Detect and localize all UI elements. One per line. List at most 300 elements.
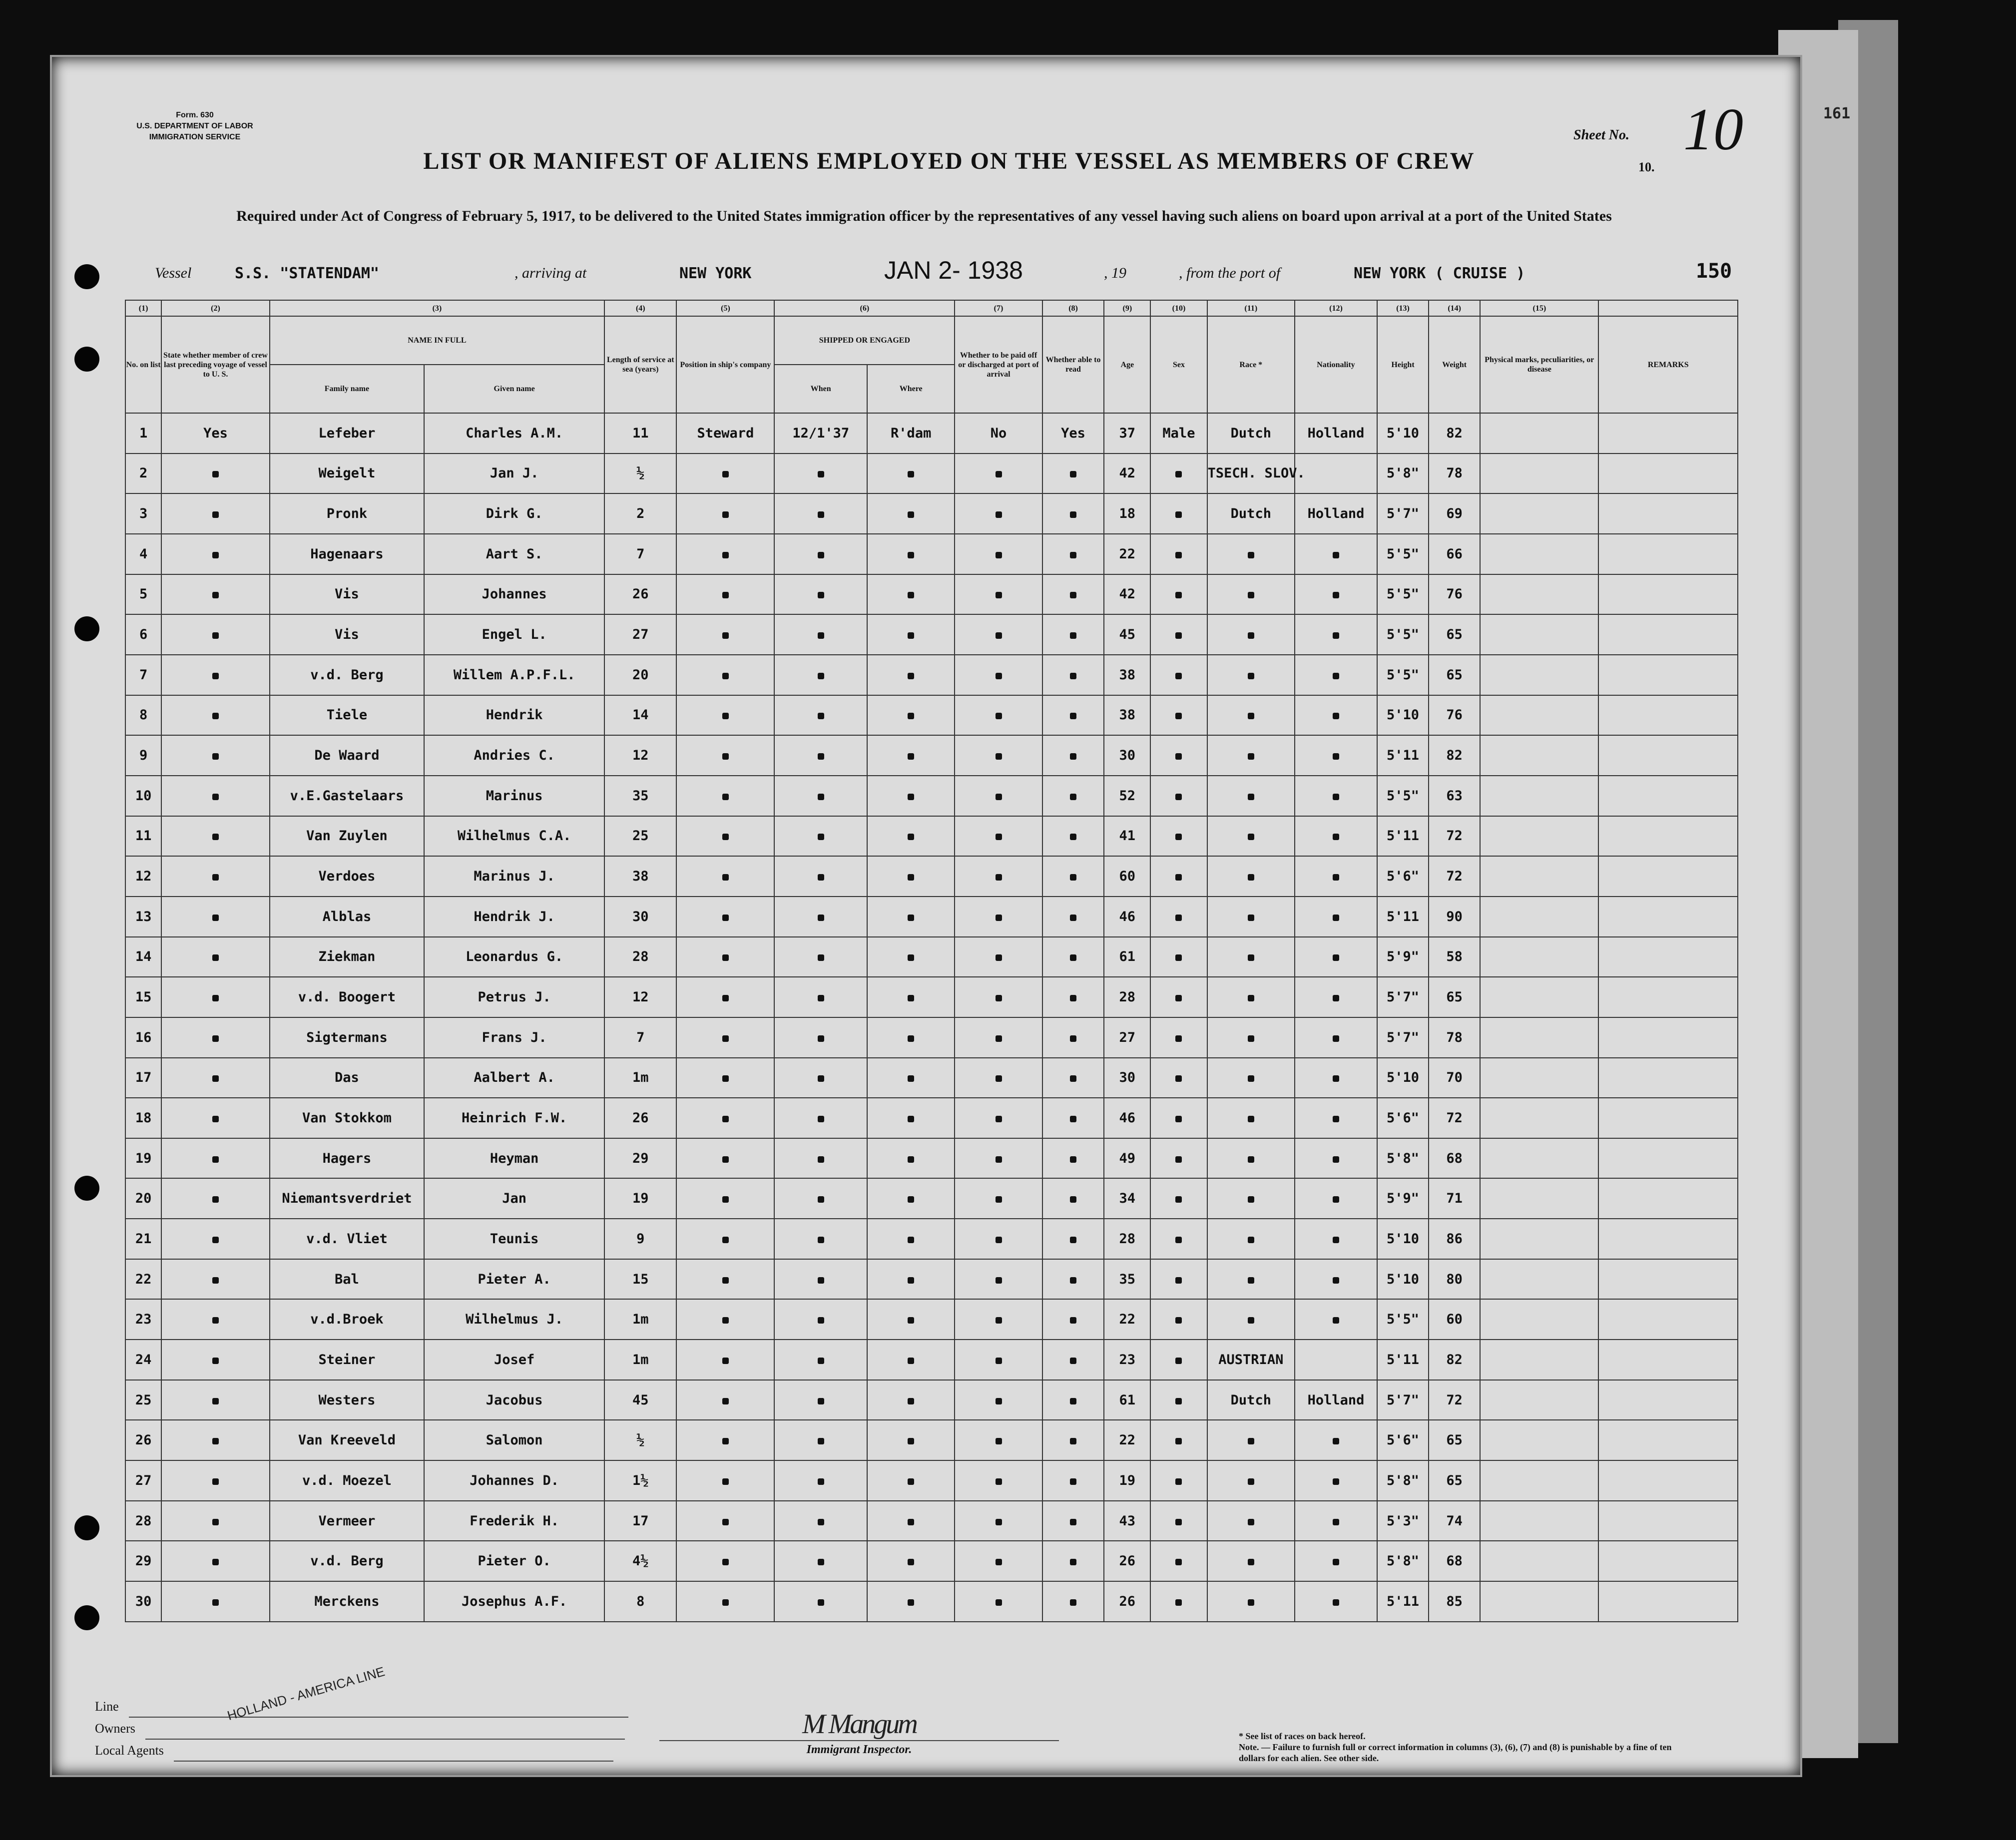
cell-race (1207, 695, 1295, 736)
ditto-mark (996, 1156, 1002, 1163)
cell-nationality (1295, 1219, 1377, 1259)
ditto-mark (818, 753, 824, 760)
cell-race: Dutch (1207, 1380, 1295, 1420)
cell-age: 18 (1104, 493, 1150, 534)
cell-physical (1480, 1219, 1598, 1259)
cell-sex (1150, 1460, 1207, 1501)
cell-physical (1480, 735, 1598, 776)
cell-age: 27 (1104, 1017, 1150, 1058)
cell-height: 5'5" (1377, 574, 1429, 615)
ditto-mark (818, 511, 824, 518)
ditto-mark (212, 1277, 219, 1284)
cell-read (1042, 1259, 1104, 1300)
cell-read (1042, 856, 1104, 897)
ditto-mark (1070, 874, 1076, 881)
cell-remarks (1598, 1541, 1738, 1581)
cell-weight: 86 (1429, 1219, 1480, 1259)
cell-age: 30 (1104, 735, 1150, 776)
cell-when (774, 1219, 867, 1259)
table-row (125, 816, 1738, 857)
cell-weight: 82 (1429, 735, 1480, 776)
punch-hole (74, 1515, 99, 1540)
cell-race (1207, 655, 1295, 695)
cell-service: 2 (604, 493, 676, 534)
page-subtitle: Required under Act of Congress of February 5, 1917, to be delivered to the United States immigration officer by the representatives of any vessel having such aliens on board upon arrival at a port of the United States (236, 208, 1612, 224)
cell-when: 12/1'37 (774, 413, 867, 454)
ditto-mark (1070, 995, 1076, 1001)
cell-nationality: Holland (1295, 493, 1377, 534)
cell-race (1207, 897, 1295, 937)
cell-paid (955, 1098, 1042, 1138)
cell-weight: 72 (1429, 856, 1480, 897)
table-row (125, 1460, 1738, 1501)
cell-family: Vermeer (270, 1501, 424, 1541)
ditto-mark (722, 713, 729, 719)
cell-physical (1480, 977, 1598, 1017)
cell-when (774, 1058, 867, 1098)
table-row (125, 1299, 1738, 1340)
cell-race (1207, 977, 1295, 1017)
ditto-mark (1333, 794, 1339, 800)
cell-remarks (1598, 937, 1738, 977)
ditto-mark (996, 753, 1002, 760)
cell-paid (955, 614, 1042, 655)
ditto-mark (1333, 1599, 1339, 1606)
cell-given: Wilhelmus C.A. (424, 816, 604, 857)
ditto-mark (996, 1519, 1002, 1525)
cell-state (161, 1299, 270, 1340)
cell-sex (1150, 1340, 1207, 1380)
ditto-mark (818, 1116, 824, 1122)
cell-service: 12 (604, 977, 676, 1017)
cell-state (161, 1380, 270, 1420)
cell-read (1042, 977, 1104, 1017)
ditto-mark (908, 1398, 914, 1404)
ditto-mark (818, 1237, 824, 1243)
ditto-mark (996, 673, 1002, 679)
ditto-mark (212, 1519, 219, 1525)
col-num: (10) (1150, 300, 1207, 316)
table-row (125, 454, 1738, 494)
ditto-mark (212, 1035, 219, 1042)
header-where: Where (867, 365, 955, 413)
ditto-mark (1248, 954, 1254, 961)
cell-height: 5'3" (1377, 1501, 1429, 1541)
ditto-mark (1070, 713, 1076, 719)
cell-physical (1480, 1340, 1598, 1380)
cell-remarks (1598, 1420, 1738, 1460)
cell-nationality (1295, 735, 1377, 776)
cell-state (161, 977, 270, 1017)
cell-read (1042, 1460, 1104, 1501)
cell-weight: 78 (1429, 454, 1480, 494)
cell-given: Dirk G. (424, 493, 604, 534)
ditto-mark (908, 592, 914, 598)
cell-nationality (1295, 695, 1377, 736)
cell-paid (955, 1541, 1042, 1581)
cell-no: 30 (125, 1581, 161, 1622)
cell-height: 5'5" (1377, 534, 1429, 574)
cell-family: Vis (270, 614, 424, 655)
cell-weight: 76 (1429, 695, 1480, 736)
cell-race (1207, 1420, 1295, 1460)
ditto-mark (1070, 673, 1076, 679)
ditto-mark (1333, 673, 1339, 679)
cell-given: Marinus (424, 776, 604, 816)
cell-weight: 72 (1429, 1098, 1480, 1138)
cell-service: 12 (604, 735, 676, 776)
cell-family: v.E.Gastelaars (270, 776, 424, 816)
ditto-mark (722, 1358, 729, 1364)
ditto-mark (818, 1559, 824, 1565)
cell-paid (955, 1017, 1042, 1058)
arrival-port: NEW YORK (679, 265, 752, 282)
ditto-mark (1248, 592, 1254, 598)
cell-service: 19 (604, 1178, 676, 1219)
cell-service: 28 (604, 937, 676, 977)
cell-family: Lefeber (270, 413, 424, 454)
cell-weight: 60 (1429, 1299, 1480, 1340)
cell-when (774, 1581, 867, 1622)
ditto-mark (212, 753, 219, 760)
cell-race: Dutch (1207, 493, 1295, 534)
ditto-mark (818, 1196, 824, 1203)
header-name-in-full: NAME IN FULL (270, 316, 604, 365)
ditto-mark (996, 1358, 1002, 1364)
cell-given: Jan J. (424, 454, 604, 494)
cell-no: 13 (125, 897, 161, 937)
cell-weight: 65 (1429, 1420, 1480, 1460)
cell-race (1207, 1501, 1295, 1541)
cell-when (774, 776, 867, 816)
cell-given: Frederik H. (424, 1501, 604, 1541)
cell-race (1207, 937, 1295, 977)
cell-where (867, 1058, 955, 1098)
cell-state (161, 776, 270, 816)
cell-when (774, 534, 867, 574)
cell-service: 27 (604, 614, 676, 655)
ditto-mark (1175, 471, 1182, 477)
cell-remarks (1598, 1380, 1738, 1420)
table-row (125, 1420, 1738, 1460)
ditto-mark (212, 1156, 219, 1163)
cell-where (867, 856, 955, 897)
cell-race (1207, 1299, 1295, 1340)
cell-family: Ziekman (270, 937, 424, 977)
ditto-mark (996, 1478, 1002, 1485)
ditto-mark (212, 552, 219, 558)
cell-height: 5'7" (1377, 1017, 1429, 1058)
ditto-mark (1070, 1237, 1076, 1243)
cell-read (1042, 735, 1104, 776)
ditto-mark (996, 1398, 1002, 1404)
cell-weight: 74 (1429, 1501, 1480, 1541)
ditto-mark (908, 1559, 914, 1565)
cell-age: 34 (1104, 1178, 1150, 1219)
cell-height: 5'5" (1377, 1299, 1429, 1340)
ditto-mark (1333, 1559, 1339, 1565)
ditto-mark (996, 874, 1002, 881)
cell-when (774, 493, 867, 534)
ditto-mark (908, 874, 914, 881)
ditto-mark (1333, 1519, 1339, 1525)
ditto-mark (212, 1075, 219, 1082)
cell-family: De Waard (270, 735, 424, 776)
ditto-mark (1175, 1599, 1182, 1606)
cell-given: Josef (424, 1340, 604, 1380)
cell-remarks (1598, 1581, 1738, 1622)
ditto-mark (212, 471, 219, 477)
cell-nationality (1295, 1098, 1377, 1138)
form-number: Form. 630 (176, 111, 214, 119)
ditto-mark (1333, 1478, 1339, 1485)
cell-where (867, 1017, 955, 1058)
cell-race (1207, 816, 1295, 857)
cell-height: 5'10 (1377, 695, 1429, 736)
col-num: (1) (125, 300, 161, 316)
cell-read (1042, 897, 1104, 937)
ditto-mark (722, 552, 729, 558)
cell-state (161, 1138, 270, 1179)
cell-where: R'dam (867, 413, 955, 454)
table-row (125, 1058, 1738, 1098)
cell-age: 28 (1104, 1219, 1150, 1259)
cell-nationality (1295, 1501, 1377, 1541)
ditto-mark (1070, 1478, 1076, 1485)
cell-given: Heinrich F.W. (424, 1098, 604, 1138)
ditto-mark (212, 834, 219, 840)
cell-age: 35 (1104, 1259, 1150, 1300)
header-length-service: Length of service at sea (years) (604, 316, 676, 413)
cell-nationality (1295, 574, 1377, 615)
cell-sex (1150, 1501, 1207, 1541)
ditto-mark (1248, 753, 1254, 760)
cell-read (1042, 1178, 1104, 1219)
table-row (125, 1138, 1738, 1179)
cell-read: Yes (1042, 413, 1104, 454)
cell-read (1042, 816, 1104, 857)
cell-when (774, 1460, 867, 1501)
cell-paid (955, 1178, 1042, 1219)
ditto-mark (908, 753, 914, 760)
header-physical: Physical marks, peculiarities, or disease (1480, 316, 1598, 413)
ditto-mark (1333, 1277, 1339, 1284)
service: IMMIGRATION SERVICE (149, 133, 241, 141)
cell-remarks (1598, 897, 1738, 937)
table-row (125, 1017, 1738, 1058)
cell-remarks (1598, 1501, 1738, 1541)
cell-position (676, 937, 774, 977)
cell-state (161, 1178, 270, 1219)
ditto-mark (1070, 471, 1076, 477)
cell-when (774, 1178, 867, 1219)
cell-when (774, 816, 867, 857)
cell-given: Josephus A.F. (424, 1581, 604, 1622)
cell-height: 5'6" (1377, 856, 1429, 897)
ditto-mark (1248, 834, 1254, 840)
cell-age: 61 (1104, 1380, 1150, 1420)
ditto-mark (1333, 995, 1339, 1001)
ditto-mark (818, 874, 824, 881)
cell-no: 3 (125, 493, 161, 534)
cell-remarks (1598, 776, 1738, 816)
cell-remarks (1598, 574, 1738, 615)
ditto-mark (818, 1035, 824, 1042)
ditto-mark (722, 1237, 729, 1243)
cell-position (676, 977, 774, 1017)
ditto-mark (1070, 1519, 1076, 1525)
cell-remarks (1598, 1058, 1738, 1098)
cell-when (774, 1380, 867, 1420)
table-row (125, 413, 1738, 454)
ditto-mark (996, 1277, 1002, 1284)
ditto-mark (1070, 1277, 1076, 1284)
ditto-mark (908, 954, 914, 961)
cell-no: 20 (125, 1178, 161, 1219)
cell-service: 26 (604, 1098, 676, 1138)
ditto-mark (1175, 1519, 1182, 1525)
cell-age: 46 (1104, 897, 1150, 937)
ditto-mark (1333, 1196, 1339, 1203)
header-shipped: SHIPPED OR ENGAGED (774, 316, 955, 365)
cell-service: 29 (604, 1138, 676, 1179)
cell-no: 10 (125, 776, 161, 816)
cell-state (161, 1501, 270, 1541)
ditto-mark (996, 1116, 1002, 1122)
ditto-mark (1333, 1075, 1339, 1082)
table-row (125, 695, 1738, 736)
cell-position (676, 1299, 774, 1340)
cell-height: 5'10 (1377, 1058, 1429, 1098)
ditto-mark (908, 1317, 914, 1324)
cell-state (161, 1058, 270, 1098)
cell-height: 5'7" (1377, 1380, 1429, 1420)
cell-no: 17 (125, 1058, 161, 1098)
cell-sex (1150, 695, 1207, 736)
cell-physical (1480, 1420, 1598, 1460)
cell-when (774, 1420, 867, 1460)
cell-sex (1150, 1380, 1207, 1420)
ditto-mark (722, 834, 729, 840)
cell-race (1207, 1058, 1295, 1098)
cell-weight: 90 (1429, 897, 1480, 937)
table-row (125, 1380, 1738, 1420)
ditto-mark (908, 1358, 914, 1364)
cell-remarks (1598, 454, 1738, 494)
cell-where (867, 1581, 955, 1622)
ditto-mark (1070, 1438, 1076, 1444)
ditto-mark (996, 1035, 1002, 1042)
cell-sex (1150, 735, 1207, 776)
cell-where (867, 493, 955, 534)
ditto-mark (212, 794, 219, 800)
ditto-mark (1070, 1156, 1076, 1163)
cell-position (676, 735, 774, 776)
ditto-mark (1248, 673, 1254, 679)
cell-nationality (1295, 897, 1377, 937)
inspector-label: Immigrant Inspector. (659, 1740, 1059, 1757)
ditto-mark (818, 995, 824, 1001)
cell-service: 20 (604, 655, 676, 695)
cell-read (1042, 1017, 1104, 1058)
cell-position (676, 1219, 774, 1259)
ditto-mark (996, 1599, 1002, 1606)
ditto-mark (1070, 915, 1076, 921)
cell-weight: 80 (1429, 1259, 1480, 1300)
header-sex: Sex (1150, 316, 1207, 413)
ditto-mark (996, 713, 1002, 719)
ditto-mark (1333, 1156, 1339, 1163)
col-num: (11) (1207, 300, 1295, 316)
line-label: Line (95, 1699, 119, 1714)
cell-nationality (1295, 1340, 1377, 1380)
cell-service: 11 (604, 413, 676, 454)
ditto-mark (722, 995, 729, 1001)
cell-read (1042, 1299, 1104, 1340)
ditto-mark (1070, 1559, 1076, 1565)
cell-remarks (1598, 413, 1738, 454)
cell-race (1207, 1098, 1295, 1138)
cell-where (867, 1541, 955, 1581)
cell-sex (1150, 1017, 1207, 1058)
ditto-mark (1248, 1196, 1254, 1203)
cell-where (867, 1178, 955, 1219)
cell-sex (1150, 1219, 1207, 1259)
cell-height: 5'8" (1377, 1460, 1429, 1501)
ditto-mark (996, 1075, 1002, 1082)
cell-height: 5'11 (1377, 1340, 1429, 1380)
table-row (125, 1581, 1738, 1622)
cell-physical (1480, 937, 1598, 977)
cell-race (1207, 614, 1295, 655)
cell-physical (1480, 454, 1598, 494)
cell-no: 25 (125, 1380, 161, 1420)
cell-read (1042, 614, 1104, 655)
table-row (125, 1219, 1738, 1259)
ditto-mark (722, 592, 729, 598)
cell-service: 1½ (604, 1460, 676, 1501)
cell-service: 1m (604, 1299, 676, 1340)
ditto-mark (996, 995, 1002, 1001)
cell-paid (955, 534, 1042, 574)
manifest-rows (125, 413, 1738, 1622)
cell-where (867, 695, 955, 736)
cell-height: 5'9" (1377, 937, 1429, 977)
ditto-mark (212, 1559, 219, 1565)
cell-weight: 71 (1429, 1178, 1480, 1219)
cell-physical (1480, 493, 1598, 534)
form-header (115, 110, 275, 143)
ditto-mark (1070, 1035, 1076, 1042)
cell-position (676, 493, 774, 534)
cell-physical (1480, 1259, 1598, 1300)
cell-where (867, 735, 955, 776)
cell-remarks (1598, 1340, 1738, 1380)
ditto-mark (1175, 1559, 1182, 1565)
ditto-mark (212, 1317, 219, 1324)
ditto-mark (1248, 1599, 1254, 1606)
cell-paid (955, 695, 1042, 736)
cell-position (676, 534, 774, 574)
ditto-mark (996, 834, 1002, 840)
cell-sex (1150, 655, 1207, 695)
ditto-mark (908, 511, 914, 518)
ditto-mark (1333, 632, 1339, 639)
table-row (125, 897, 1738, 937)
ditto-mark (1333, 713, 1339, 719)
cell-family: v.d. Vliet (270, 1219, 424, 1259)
cell-service: 45 (604, 1380, 676, 1420)
